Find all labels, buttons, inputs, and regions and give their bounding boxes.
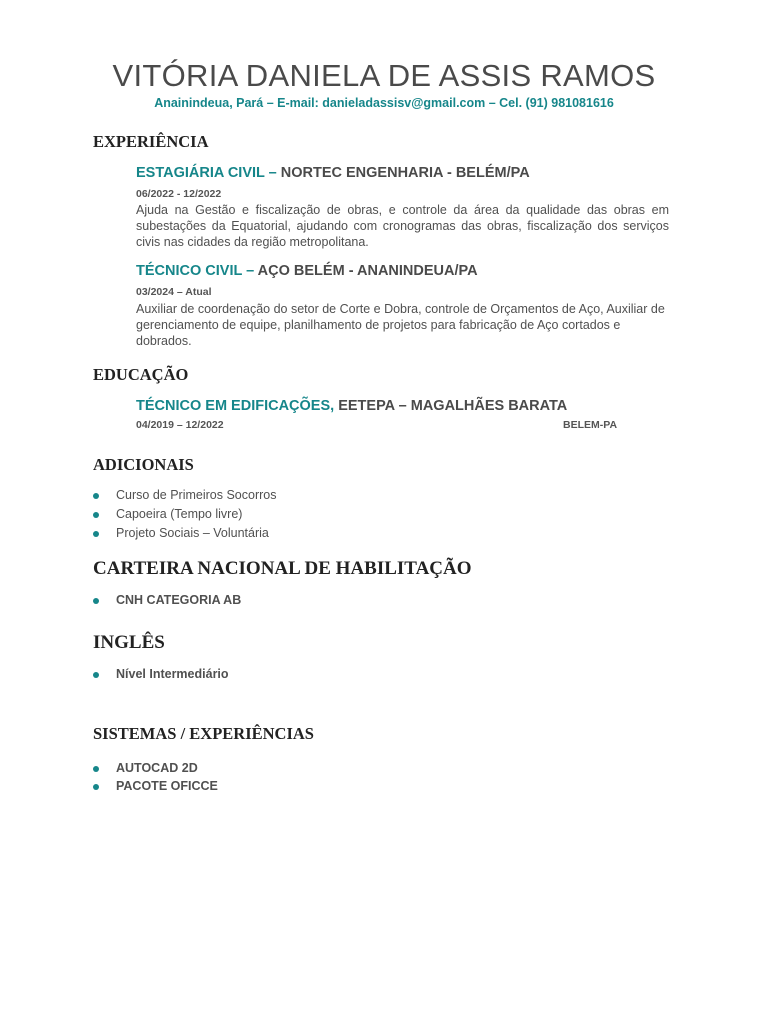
section-title-experience: EXPERIÊNCIA xyxy=(93,132,209,151)
job-description-1: Ajuda na Gestão e fiscalização de obras, e controle da área da qualidade das obras em subestações da Equatorial, ajudando com cronogramas das obras, fiscalização dos serviços civis nas cidades da região metropolitana. xyxy=(136,203,669,249)
education-course: TÉCNICO EM EDIFICAÇÕES, xyxy=(136,398,335,414)
bullet-icon xyxy=(93,784,99,790)
section-title-additional: ADICIONAIS xyxy=(93,455,194,474)
list-item: Projeto Sociais – Voluntária xyxy=(93,526,276,545)
job-date-2: 03/2024 – Atual xyxy=(136,286,212,298)
list-item: CNH CATEGORIA AB xyxy=(93,593,241,607)
bullet-icon xyxy=(93,672,99,678)
job-date-1: 06/2022 - 12/2022 xyxy=(136,188,222,200)
systems-list xyxy=(93,761,218,797)
bullet-icon xyxy=(93,598,99,604)
additional-list xyxy=(93,488,276,545)
section-title-systems: SISTEMAS / EXPERIÊNCIAS xyxy=(93,724,314,743)
section-title-english: INGLÊS xyxy=(93,632,165,653)
bullet-icon xyxy=(93,493,99,499)
english-list xyxy=(93,667,229,681)
job-role: TÉCNICO CIVIL – xyxy=(136,263,255,279)
education-date: 04/2019 – 12/2022 xyxy=(136,419,224,431)
section-title-license: CARTEIRA NACIONAL DE HABILITAÇÃO xyxy=(93,558,472,579)
job-description-2: Auxiliar de coordenação do setor de Corte e Dobra, controle de Orçamentos de Aço, Auxiliar de gerenciamento de equipe, planilhamento de projetos para fabricação de Aço cortados e dobrados. xyxy=(136,302,665,348)
job-company: AÇO BELÉM - ANANINDEUA/PA xyxy=(254,263,478,279)
job-company: NORTEC ENGENHARIA - BELÉM/PA xyxy=(276,165,530,181)
job-role: ESTAGIÁRIA CIVIL – xyxy=(136,165,277,181)
license-list xyxy=(93,593,241,607)
contact-line: Anainindeua, Pará – E-mail: danieladassisv@gmail.com – Cel. (91) 981081616 xyxy=(154,96,614,110)
education-title xyxy=(136,398,567,414)
bullet-icon xyxy=(93,512,99,518)
bullet-icon xyxy=(93,531,99,537)
list-item: PACOTE OFICCE xyxy=(93,779,218,797)
education-location: BELEM-PA xyxy=(563,419,618,431)
education-school: EETEPA – MAGALHÃES BARATA xyxy=(334,398,568,414)
list-item: Capoeira (Tempo livre) xyxy=(93,507,276,526)
list-item: Nível Intermediário xyxy=(93,667,229,681)
candidate-name: VITÓRIA DANIELA DE ASSIS RAMOS xyxy=(112,58,656,93)
job-title-2 xyxy=(136,263,478,279)
section-title-education: EDUCAÇÃO xyxy=(93,365,189,384)
job-title-1 xyxy=(136,165,530,181)
list-item: AUTOCAD 2D xyxy=(93,761,218,779)
bullet-icon xyxy=(93,766,99,772)
list-item: Curso de Primeiros Socorros xyxy=(93,488,276,507)
